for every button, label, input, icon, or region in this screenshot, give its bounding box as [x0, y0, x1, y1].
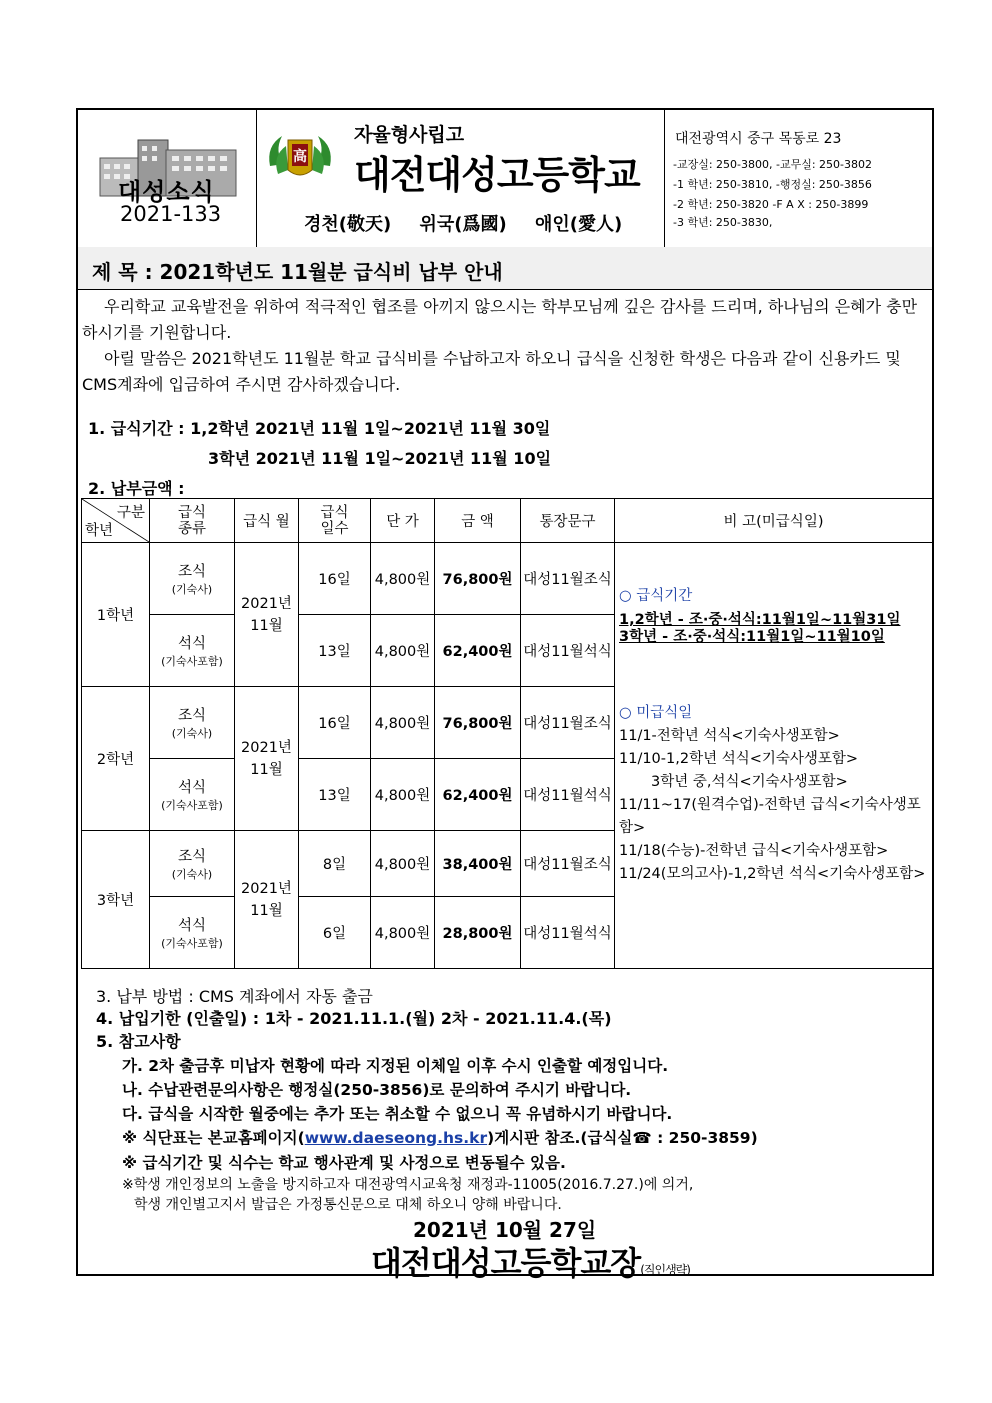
payment-deadline: 4. 납입기한 (인출일) : 1차 - 2021.11.1.(월) 2차 - 2021.11.4.(목) [96, 1009, 612, 1028]
menu-note-suffix: )게시판 참조.(급식실☎ : 250-3859) [487, 1129, 758, 1147]
subject-bar [78, 247, 932, 290]
subject-title: 제 목 : 2021학년도 11월분 급식비 납부 안내 [92, 260, 503, 284]
grade-cell: 1학년 [82, 543, 150, 687]
svg-text:高: 高 [293, 149, 307, 165]
grade-cell: 3학년 [82, 831, 150, 969]
meal-type-cell [150, 831, 235, 897]
nomeal-line: 3학년 중,석식<기숙사생포함> [651, 774, 848, 790]
unit-cell: 4,800원 [371, 897, 435, 969]
month-cell: 2021년 11월 [235, 687, 299, 831]
meal-type-cell [150, 615, 235, 687]
month-cell: 2021년 11월 [235, 543, 299, 687]
amount-heading: 2. 납부금액 : [88, 479, 185, 498]
header-amount: 금 액 [435, 499, 521, 543]
school-title-box [256, 110, 665, 247]
principal-signature [371, 1238, 690, 1284]
period-line: 1,2학년 - 조·중·석식:11월1일~11월31일 [619, 612, 901, 628]
note-item: 가. 2차 출금후 미납자 현황에 따라 지정된 이체일 이후 수시 인출할 예정입니다. [122, 1057, 669, 1075]
amount-cell: 76,800원 [435, 543, 521, 615]
contact-line: -3 학년: 250-3830, [673, 216, 773, 229]
school-name: 대전대성고등학교 [354, 153, 640, 197]
header-unit: 단 가 [371, 499, 435, 543]
corner-header-cell [82, 499, 150, 543]
issue-date: 2021년 10월 27일 [413, 1218, 597, 1242]
amount-cell: 62,400원 [435, 615, 521, 687]
principal-name: 대전대성고등학교장 [371, 1244, 641, 1282]
nomeal-line: 11/18(수능)-전학년 급식<기숙사생포함> [619, 843, 889, 859]
header [78, 110, 932, 248]
privacy-note: ※학생 개인정보의 노출을 방지하고자 대전광역시교육청 재정과-11005(2016.7.27.)에 의거, [122, 1177, 694, 1193]
contact-line: -1 학년: 250-3810, -행정실: 250-3856 [673, 178, 872, 191]
newsletter-number: 2021-133 [120, 202, 222, 226]
school-address: 대전광역시 중구 목동로 23 [675, 131, 842, 147]
unit-cell: 4,800원 [371, 543, 435, 615]
month-cell: 2021년 11월 [235, 831, 299, 969]
header-days: 급식 일수 [299, 499, 371, 543]
header-bank-text: 통장문구 [521, 499, 615, 543]
header-month: 급식 월 [235, 499, 299, 543]
contact-line: -2 학년: 250-3820 -F A X : 250-3899 [673, 198, 869, 211]
meal-type: 조식 [177, 564, 206, 580]
days-cell: 6일 [299, 897, 371, 969]
remark-cell [615, 543, 933, 969]
intro-paragraph: 아릴 말씀은 2021학년도 11월분 학교 급식비를 수납하고자 하오니 급식을 신청한 학생은 다음과 같이 신용카드 및 CMS계좌에 입금하여 주시면 감사하겠습니다. [82, 349, 901, 394]
school-motto [304, 210, 640, 236]
menu-note-prefix: ※ 식단표는 본교홈페이지( [122, 1129, 305, 1147]
school-emblem-icon [264, 126, 336, 186]
unit-cell: 4,800원 [371, 687, 435, 759]
unit-cell: 4,800원 [371, 831, 435, 897]
meal-type-cell [150, 543, 235, 615]
meal-period-line: 1. 급식기간 : 1,2학년 2021년 11월 1일~2021년 11월 30일 [88, 419, 551, 438]
intro-paragraph: 우리학교 교육발전을 위하여 적극적인 협조를 아끼지 않으시는 학부모님께 깊은 감사를 드리며, 하나님의 은혜가 충만하시기를 기원합니다. [82, 297, 918, 342]
unit-cell: 4,800원 [371, 615, 435, 687]
contact-line: -교장실: 250-3800, -교무실: 250-3802 [673, 158, 873, 171]
privacy-note: 학생 개인별고지서 발급은 가정통신문으로 대체 하오니 양해 바랍니다. [134, 1197, 562, 1213]
header-remark: 비 고(미급식일) [615, 499, 933, 543]
contact-box [665, 110, 931, 247]
grade-cell: 2학년 [82, 687, 150, 831]
corner-top-label: 구분 [116, 505, 145, 521]
amount-cell: 76,800원 [435, 687, 521, 759]
bank-text-cell: 대성11월석식 [521, 615, 615, 687]
meal-type-cell [150, 687, 235, 759]
bank-text-cell: 대성11월조식 [521, 687, 615, 759]
meal-type: 조식 [177, 708, 206, 724]
motto-item: 경천(敬天) [304, 214, 392, 235]
nomeal-title: ○ 미급식일 [619, 705, 693, 721]
unit-cell: 4,800원 [371, 759, 435, 831]
seal-omitted: (직인생략) [640, 1263, 690, 1277]
amount-cell: 28,800원 [435, 897, 521, 969]
corner-bottom-label: 학년 [85, 523, 114, 539]
bank-text-cell: 대성11월조식 [521, 831, 615, 897]
days-cell: 16일 [299, 543, 371, 615]
newsletter-box [78, 110, 257, 247]
bank-text-cell: 대성11월조식 [521, 543, 615, 615]
bank-text-cell: 대성11월석식 [521, 759, 615, 831]
nomeal-line: 11/1-전학년 석식<기숙사생포함> [619, 728, 840, 744]
homepage-link[interactable]: www.daeseong.hs.kr [304, 1129, 488, 1147]
notes-heading: 5. 참고사항 [96, 1032, 181, 1051]
motto-item: 애인(愛人) [535, 214, 623, 235]
payment-method: 3. 납부 방법 : CMS 계좌에서 자동 출금 [96, 987, 373, 1006]
days-cell: 8일 [299, 831, 371, 897]
meal-type: 석식 [177, 918, 206, 934]
meal-type: 석식 [177, 780, 206, 796]
meal-sub: (기숙사포함) [161, 655, 223, 668]
meal-sub: (기숙사) [171, 727, 213, 740]
days-cell: 16일 [299, 687, 371, 759]
motto-item: 위국(爲國) [419, 214, 507, 235]
fee-table [81, 498, 932, 968]
bank-text-cell: 대성11월석식 [521, 897, 615, 969]
meal-type-cell [150, 897, 235, 969]
note-item: 나. 수납관련문의사항은 행정실(250-3856)로 문의하여 주시기 바랍니다. [122, 1081, 632, 1099]
menu-note [122, 1126, 758, 1148]
meal-sub: (기숙사포함) [161, 937, 223, 950]
period-title: ○ 급식기간 [619, 588, 693, 604]
meal-type: 석식 [177, 636, 206, 652]
days-cell: 13일 [299, 759, 371, 831]
meal-sub: (기숙사) [171, 868, 213, 881]
period-line: 3학년 - 조·중·석식:11월1일~11월10일 [619, 629, 885, 645]
days-cell: 13일 [299, 615, 371, 687]
nomeal-line: 11/11~17(원격수업)-전학년 급식<기숙사생포함> [619, 797, 921, 836]
nomeal-line: 11/10-1,2학년 석식<기숙사생포함> [619, 751, 859, 767]
newsletter-title: 대성소식 [118, 178, 215, 206]
meal-sub: (기숙사) [171, 583, 213, 596]
header-type: 급식 종류 [150, 499, 235, 543]
meal-type: 조식 [177, 849, 206, 865]
meal-period-line: 3학년 2021년 11월 1일~2021년 11월 10일 [208, 449, 552, 468]
meal-type-cell [150, 759, 235, 831]
amount-cell: 38,400원 [435, 831, 521, 897]
note-item: 다. 급식을 시작한 월중에는 추가 또는 취소할 수 없으니 꼭 유념하시기 바랍니다. [122, 1105, 673, 1123]
amount-cell: 62,400원 [435, 759, 521, 831]
school-type: 자율형사립고 [354, 124, 465, 146]
meal-sub: (기숙사포함) [161, 799, 223, 812]
document-frame [76, 108, 934, 1282]
nomeal-line: 11/24(모의고사)-1,2학년 석식<기숙사생포함> [619, 866, 926, 882]
change-note: ※ 급식기간 및 식수는 학교 행사관계 및 사정으로 변동될수 있음. [122, 1154, 566, 1172]
